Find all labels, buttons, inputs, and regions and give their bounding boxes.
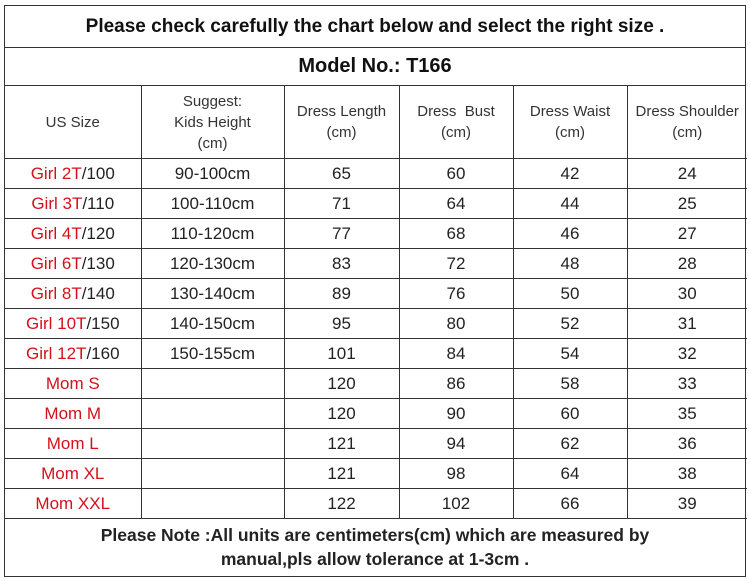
cell-dress-bust: 84 xyxy=(399,339,513,369)
cell-dress-shoulder: 38 xyxy=(627,459,747,489)
cell-dress-waist: 48 xyxy=(513,249,627,279)
model-number: Model No.: T166 xyxy=(5,48,745,86)
size-table xyxy=(5,86,747,519)
cell-us-size xyxy=(5,159,141,189)
cell-dress-waist: 64 xyxy=(513,459,627,489)
cell-kids-height: 120-130cm xyxy=(141,249,284,279)
cell-dress-bust: 68 xyxy=(399,219,513,249)
size-label: Mom XL xyxy=(41,463,105,483)
header-us-size: US Size xyxy=(5,86,141,159)
header-dress-length: Dress Length (cm) xyxy=(284,86,399,159)
cell-dress-bust: 72 xyxy=(399,249,513,279)
page-title: Please check carefully the chart below and select the right size . xyxy=(5,6,745,48)
size-label: Girl 6T xyxy=(30,253,82,273)
cell-dress-bust: 80 xyxy=(399,309,513,339)
size-label: Girl 8T xyxy=(30,283,82,303)
cell-dress-bust: 94 xyxy=(399,429,513,459)
table-row xyxy=(5,249,747,279)
cell-dress-shoulder: 35 xyxy=(627,399,747,429)
cell-dress-length: 101 xyxy=(284,339,399,369)
cell-dress-shoulder: 28 xyxy=(627,249,747,279)
cell-dress-waist: 62 xyxy=(513,429,627,459)
cell-kids-height: 90-100cm xyxy=(141,159,284,189)
cell-dress-bust: 64 xyxy=(399,189,513,219)
cell-kids-height: 110-120cm xyxy=(141,219,284,249)
size-suffix: /100 xyxy=(81,163,115,183)
cell-dress-shoulder: 39 xyxy=(627,489,747,519)
note xyxy=(5,517,745,576)
cell-dress-length: 83 xyxy=(284,249,399,279)
cell-us-size xyxy=(5,309,141,339)
note-line-1: Please Note :All units are centimeters(cm) which are measured by xyxy=(100,524,650,545)
header-dress-waist: Dress Waist (cm) xyxy=(513,86,627,159)
table-row xyxy=(5,309,747,339)
cell-dress-shoulder: 24 xyxy=(627,159,747,189)
cell-dress-length: 95 xyxy=(284,309,399,339)
cell-dress-bust: 60 xyxy=(399,159,513,189)
cell-us-size xyxy=(5,219,141,249)
cell-kids-height: 140-150cm xyxy=(141,309,284,339)
cell-us-size xyxy=(5,189,141,219)
cell-us-size xyxy=(5,489,141,519)
cell-dress-length: 121 xyxy=(284,429,399,459)
cell-dress-length: 77 xyxy=(284,219,399,249)
cell-dress-length: 120 xyxy=(284,399,399,429)
table-row xyxy=(5,489,747,519)
cell-dress-waist: 60 xyxy=(513,399,627,429)
cell-dress-bust: 76 xyxy=(399,279,513,309)
header-dress-bust: Dress Bust (cm) xyxy=(399,86,513,159)
cell-dress-bust: 86 xyxy=(399,369,513,399)
cell-dress-shoulder: 36 xyxy=(627,429,747,459)
header-kids-height: Suggest: Kids Height (cm) xyxy=(141,86,284,159)
cell-us-size xyxy=(5,399,141,429)
cell-dress-shoulder: 25 xyxy=(627,189,747,219)
table-row xyxy=(5,369,747,399)
size-suffix: /140 xyxy=(81,283,115,303)
table-row xyxy=(5,339,747,369)
table-row xyxy=(5,429,747,459)
cell-dress-waist: 44 xyxy=(513,189,627,219)
cell-dress-length: 120 xyxy=(284,369,399,399)
cell-kids-height: 130-140cm xyxy=(141,279,284,309)
cell-kids-height: 100-110cm xyxy=(141,189,284,219)
cell-dress-shoulder: 33 xyxy=(627,369,747,399)
size-label: Girl 2T xyxy=(30,163,82,183)
cell-dress-waist: 52 xyxy=(513,309,627,339)
size-suffix: /120 xyxy=(81,223,115,243)
size-label: Girl 4T xyxy=(30,223,82,243)
cell-us-size xyxy=(5,339,141,369)
cell-dress-waist: 58 xyxy=(513,369,627,399)
cell-dress-shoulder: 31 xyxy=(627,309,747,339)
cell-dress-shoulder: 27 xyxy=(627,219,747,249)
table-row xyxy=(5,159,747,189)
header-row xyxy=(5,86,747,159)
table-row xyxy=(5,189,747,219)
cell-dress-length: 71 xyxy=(284,189,399,219)
size-suffix: /130 xyxy=(81,253,115,273)
table-row xyxy=(5,279,747,309)
cell-kids-height xyxy=(141,459,284,489)
table-row xyxy=(5,459,747,489)
table-row xyxy=(5,219,747,249)
cell-dress-bust: 90 xyxy=(399,399,513,429)
table-row xyxy=(5,399,747,429)
cell-kids-height xyxy=(141,489,284,519)
cell-dress-waist: 66 xyxy=(513,489,627,519)
cell-dress-shoulder: 30 xyxy=(627,279,747,309)
note-line-2: manual,pls allow tolerance at 1-3cm . xyxy=(220,548,530,569)
cell-us-size xyxy=(5,249,141,279)
size-label: Mom S xyxy=(45,373,100,393)
cell-dress-bust: 102 xyxy=(399,489,513,519)
cell-dress-waist: 50 xyxy=(513,279,627,309)
size-suffix: /150 xyxy=(86,313,120,333)
cell-us-size xyxy=(5,459,141,489)
size-chart xyxy=(4,5,746,577)
cell-kids-height xyxy=(141,429,284,459)
header-dress-shoulder: Dress Shoulder (cm) xyxy=(627,86,747,159)
size-label: Girl 10T xyxy=(25,313,87,333)
cell-dress-waist: 46 xyxy=(513,219,627,249)
cell-us-size xyxy=(5,429,141,459)
cell-kids-height: 150-155cm xyxy=(141,339,284,369)
cell-dress-bust: 98 xyxy=(399,459,513,489)
size-label: Girl 12T xyxy=(25,343,87,363)
cell-us-size xyxy=(5,369,141,399)
size-label: Mom M xyxy=(44,403,102,423)
cell-us-size xyxy=(5,279,141,309)
cell-dress-length: 65 xyxy=(284,159,399,189)
size-label: Mom XXL xyxy=(35,493,111,513)
size-label: Girl 3T xyxy=(31,193,83,213)
cell-kids-height xyxy=(141,369,284,399)
cell-dress-shoulder: 32 xyxy=(627,339,747,369)
size-suffix: /160 xyxy=(86,343,120,363)
size-label: Mom L xyxy=(46,433,99,453)
cell-dress-waist: 54 xyxy=(513,339,627,369)
size-suffix: /110 xyxy=(82,193,115,213)
cell-dress-length: 121 xyxy=(284,459,399,489)
cell-dress-length: 122 xyxy=(284,489,399,519)
cell-kids-height xyxy=(141,399,284,429)
cell-dress-length: 89 xyxy=(284,279,399,309)
cell-dress-waist: 42 xyxy=(513,159,627,189)
